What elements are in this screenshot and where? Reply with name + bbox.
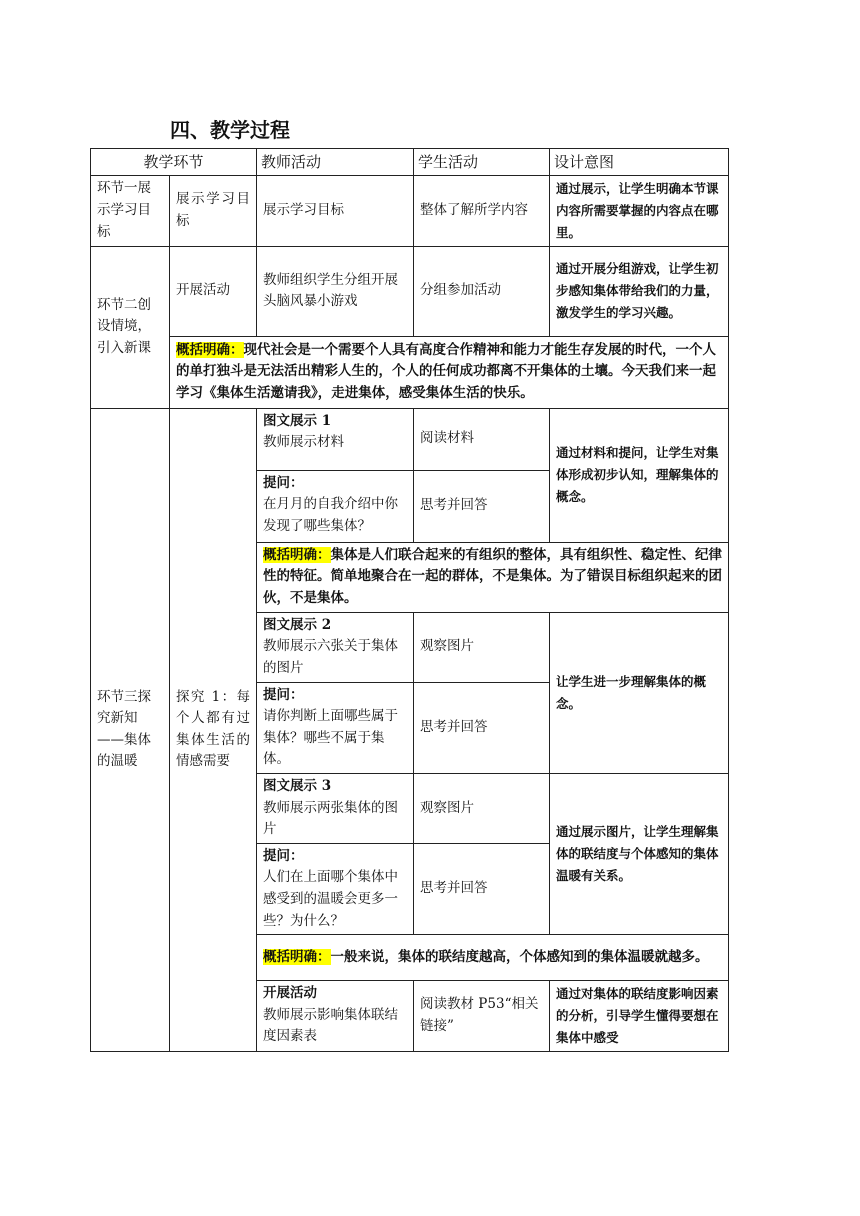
stage-cell: 环节一展示学习目标 — [91, 176, 170, 247]
design-intent-cell: 通过开展分组游戏，让学生初步感知集体带给我们的力量，激发学生的学习兴趣。 — [550, 246, 729, 336]
activity-text: 人们在上面哪个集体中感受到的温暖会更多一些？为什么？ — [263, 869, 399, 929]
design-intent-cell: 通过展示，让学生明确本节课内容所需要掌握的内容点在哪里。 — [550, 176, 729, 247]
header-row — [91, 149, 729, 176]
teaching-process-table — [90, 148, 729, 1052]
summary-row — [91, 336, 729, 408]
summary-text: 一般来说，集体的联结度越高，个体感知到的集体温暖就越多。 — [330, 948, 709, 965]
design-intent-cell: 通过材料和提问，让学生对集体形成初步认知，理解集体的概念。 — [550, 408, 729, 542]
student-activity-cell: 阅读材料 — [414, 408, 550, 470]
activity-text: 教师展示材料 — [263, 434, 345, 451]
activity-title: 提问： — [263, 847, 304, 864]
header-stage: 教学环节 — [91, 149, 257, 176]
stage-cell: 环节三探究新知——集体的温暖 — [91, 408, 170, 1051]
activity-title: 图文展示 3 — [263, 778, 332, 794]
summary-cell — [257, 935, 729, 981]
summary-text: 现代社会是一个需要个人具有高度合作精神和能力才能生存发展的时代，一个人的单打独斗是无法活出精彩人生的，个人的任何成功都离不开集体的土壤。今天我们来一起学习《集体生活邀请我》，走进集体，感受集体生活的快乐。 — [176, 341, 716, 401]
summary-text: 集体是人们联合起来的有组织的整体，具有组织性、稳定性、纪律性的特征。简单地聚合在一起的群体，不是集体。为了错误目标组织起来的团伙，不是集体。 — [263, 546, 723, 606]
activity-text: 教师展示两张集体的图片 — [263, 799, 399, 838]
stage-cell: 环节二创设情境，引入新课 — [91, 246, 170, 408]
teacher-activity-cell — [257, 774, 414, 844]
teacher-activity-cell: 教师组织学生分组开展头脑风暴小游戏 — [257, 246, 414, 336]
table-row — [91, 408, 729, 470]
student-activity-cell: 整体了解所学内容 — [414, 176, 550, 247]
activity-text: 在月月的自我介绍中你发现了哪些集体？ — [263, 496, 399, 534]
header-teacher: 教师活动 — [257, 149, 414, 176]
teacher-activity-cell — [257, 682, 414, 773]
student-activity-cell: 思考并回答 — [414, 470, 550, 542]
activity-text: 教师展示六张关于集体的图片 — [263, 638, 399, 676]
student-activity-cell: 思考并回答 — [414, 843, 550, 934]
student-activity-cell: 观察图片 — [414, 774, 550, 844]
student-activity-cell: 阅读教材 P53“相关链接” — [414, 981, 550, 1052]
activity-title: 图文展示 1 — [263, 412, 332, 429]
sub-stage-cell: 开展活动 — [170, 246, 257, 336]
student-activity-cell: 分组参加活动 — [414, 246, 550, 336]
summary-label: 概括明确： — [263, 546, 331, 563]
table-row — [91, 246, 729, 336]
design-intent-cell: 让学生进一步理解集体的概念。 — [550, 612, 729, 773]
teacher-activity-cell — [257, 981, 414, 1052]
header-intent: 设计意图 — [550, 149, 729, 176]
summary-cell — [257, 542, 729, 612]
summary-cell — [170, 336, 729, 408]
teacher-activity-cell — [257, 612, 414, 682]
student-activity-cell: 思考并回答 — [414, 682, 550, 773]
activity-title: 提问： — [263, 474, 304, 491]
design-intent-cell: 通过展示图片，让学生理解集体的联结度与个体感知的集体温暖有关系。 — [550, 774, 729, 935]
student-activity-cell: 观察图片 — [414, 612, 550, 682]
sub-stage-cell: 展示学习目标 — [170, 176, 257, 247]
activity-text: 请你判断上面哪些属于集体？哪些不属于集体。 — [263, 708, 399, 768]
sub-stage-cell: 探究 1：每个人都有过集体生活的情感需要 — [170, 408, 257, 1051]
header-student: 学生活动 — [414, 149, 550, 176]
design-intent-cell: 通过对集体的联结度影响因素的分析，引导学生懂得要想在集体中感受 — [550, 981, 729, 1052]
activity-title: 提问： — [263, 686, 304, 703]
section-heading: 四、教学过程 — [170, 118, 290, 142]
table-row — [91, 176, 729, 247]
teacher-activity-cell — [257, 470, 414, 542]
activity-title: 图文展示 2 — [263, 616, 332, 633]
activity-title: 开展活动 — [263, 985, 318, 1002]
teacher-activity-cell: 展示学习目标 — [257, 176, 414, 247]
teacher-activity-cell — [257, 843, 414, 934]
teacher-activity-cell — [257, 408, 414, 470]
summary-label: 概括明确： — [263, 948, 331, 965]
summary-label: 概括明确： — [176, 341, 244, 358]
activity-text: 教师展示影响集体联结度因素表 — [263, 1006, 399, 1045]
